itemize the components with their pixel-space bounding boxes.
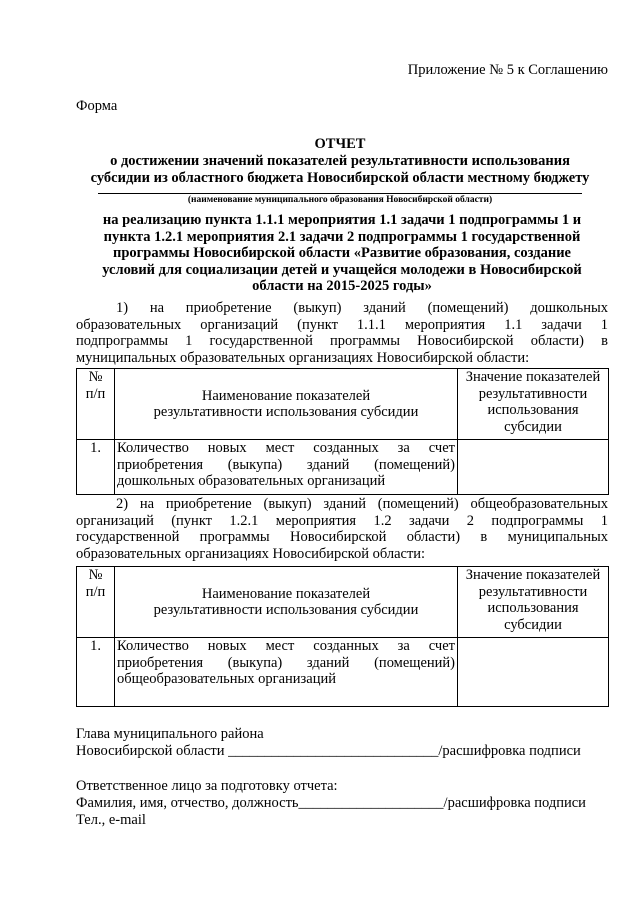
indicators-table-2 [76,566,609,707]
table-header-row [77,567,609,638]
section-2-line: образовательных организациях Новосибирской области: [76,545,426,562]
header-number: № п/п [77,369,115,440]
responsible-person-line: Фамилия, имя, отчество, должность____________________/расшифровка подписи [76,795,586,811]
report-subtitle-line-1: о достижении значений показателей результативности использования [110,153,570,169]
purpose-block [76,212,608,295]
row-indicator-text: Количество новых мест созданных за счет приобретения (выкупа) зданий (помещений) общеобразовательных организаций [115,638,458,707]
responsible-person-label: Ответственное лицо за подготовку отчета: [76,778,338,794]
header-number: № п/п [77,567,115,638]
row-number: 1. [77,440,115,495]
section-2-text [76,496,608,562]
report-title: ОТЧЕТ [314,136,366,152]
phone-email-label: Тел., e-mail [76,812,146,828]
header-indicator-value: Значение показателей результативности использования субсидии [458,369,609,440]
section-1-line: подпрограммы 1 государственной программы Новосибирской области) в [76,333,608,349]
section-1-line: 1) на приобретение (выкуп) зданий (помещений) дошкольных [116,300,608,316]
appendix-label: Приложение № 5 к Соглашению [407,62,608,78]
table-row [77,638,609,707]
purpose-line: на реализацию пункта 1.1.1 мероприятия 1.1 задачи 1 подпрограммы 1 и [102,212,582,228]
purpose-line: условий для социализации детей и учащейся молодежи в Новосибирской [102,261,582,278]
section-1-text [76,300,608,366]
row-value-cell[interactable] [458,638,609,707]
header-indicator-value: Значение показателей результативности использования субсидии [458,567,609,638]
municipality-line [98,193,582,194]
form-label: Форма [76,98,118,114]
section-2-line: государственной программы Новосибирской области) в муниципальных [76,529,608,545]
table-header-row [77,369,609,440]
header-indicator-name: Наименование показателей результативности использования субсидии [115,369,458,440]
section-2-line: 2) на приобретение (выкуп) зданий (помещений) общеобразовательных [116,496,608,512]
signature-head-line: Новосибирской области _____________________________/расшифровка подписи [76,743,581,759]
header-indicator-name: Наименование показателей результативности использования субсидии [115,567,458,638]
row-number: 1. [77,638,115,707]
purpose-line: пункта 1.2.1 мероприятия 2.1 задачи 2 подпрограммы 1 государственной [103,228,581,245]
report-subtitle-line-2: субсидии из областного бюджета Новосибирской области местному бюджету [90,170,590,186]
row-value-cell[interactable] [458,440,609,495]
table-row [77,440,609,495]
purpose-line: программы Новосибирской области «Развитие образования, создание [113,245,571,261]
section-2-line: организаций (пункт 1.2.1 мероприятия 1.2 задачи 2 подпрограммы 1 [76,512,608,529]
municipality-caption: (наименование муниципального образования Новосибирской области) [187,195,493,205]
row-indicator-text: Количество новых мест созданных за счет приобретения (выкупа) зданий (помещений) дошкольных образовательных организаций [115,440,458,495]
purpose-line: области на 2015-2025 годы» [252,278,432,294]
signature-head-title: Глава муниципального района [76,726,264,742]
section-1-line: муниципальных образовательных организациях Новосибирской области: [76,349,530,366]
section-1-line: образовательных организаций (пункт 1.1.1 мероприятия 1.1 задачи 1 [76,316,608,333]
indicators-table-1 [76,368,609,495]
